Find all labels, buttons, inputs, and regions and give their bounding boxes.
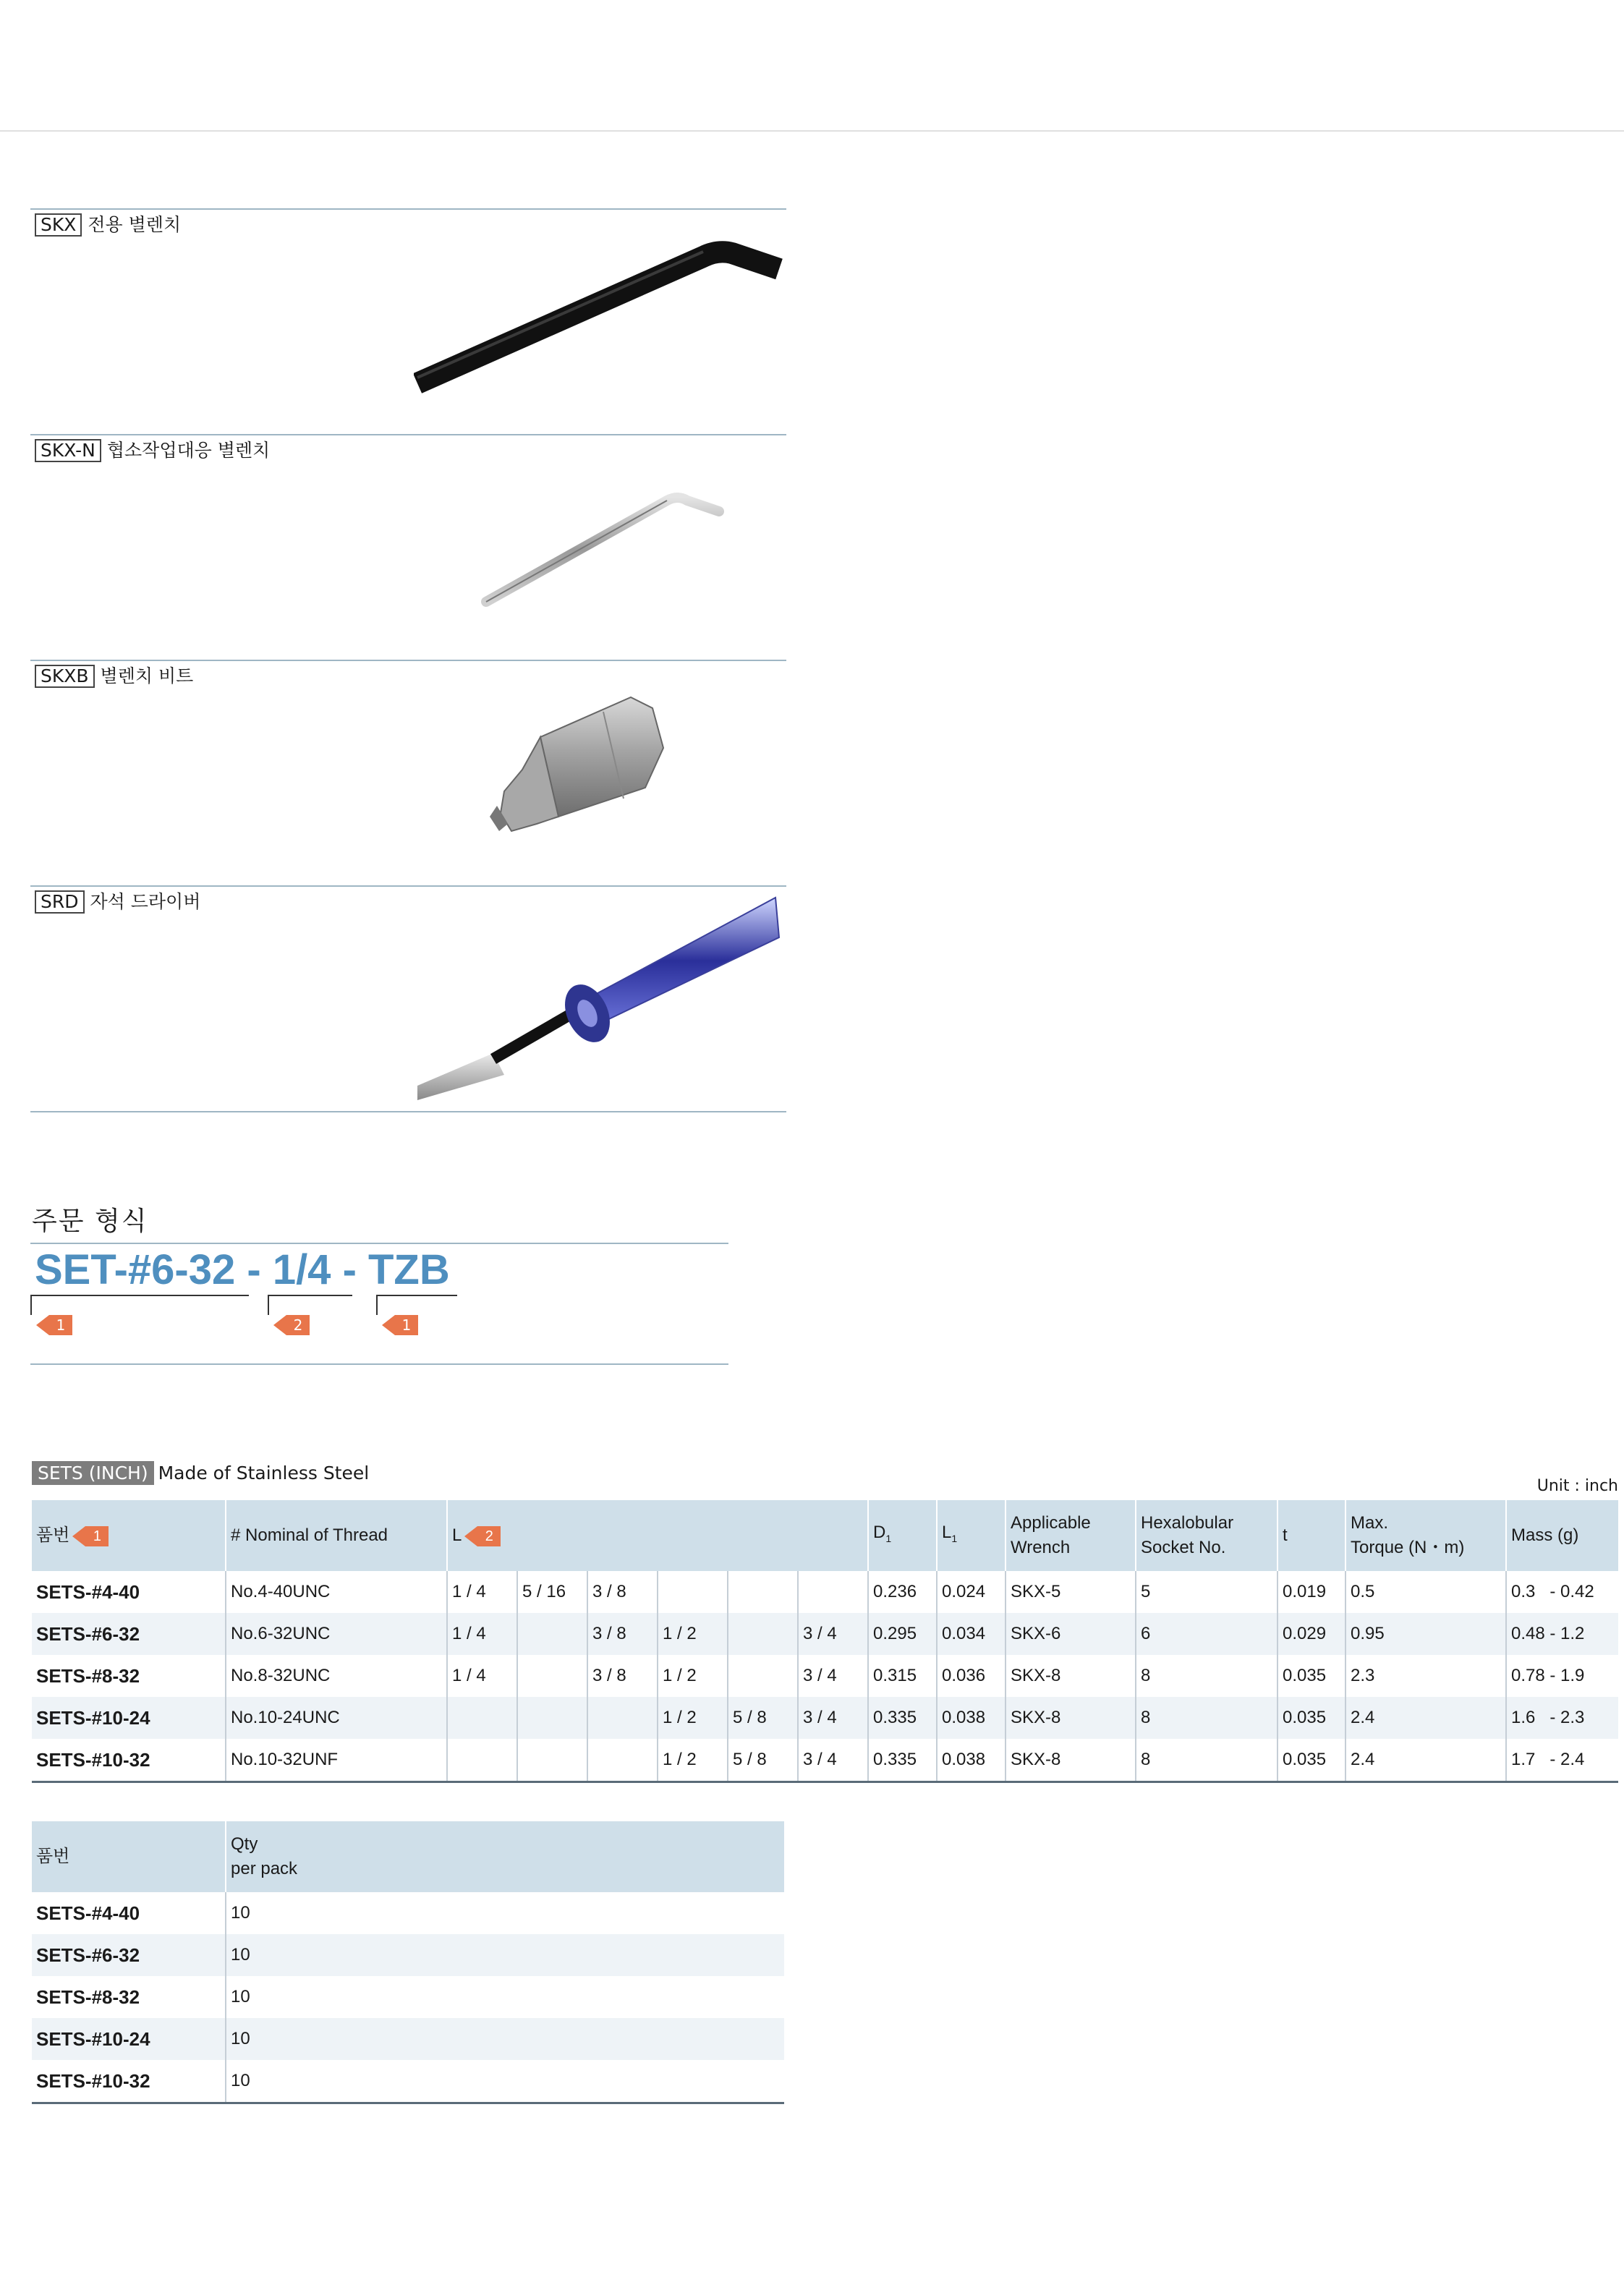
header-t: t — [1277, 1500, 1345, 1571]
mass-cell: 1.6 - 2.3 — [1506, 1697, 1618, 1739]
qty-cell: 10 — [231, 1987, 250, 2006]
header-mass: Mass (g) — [1506, 1500, 1618, 1571]
part-no-cell: SETS-#6-32 — [32, 1934, 226, 1976]
mass-cell: 0.78 - 1.9 — [1511, 1666, 1585, 1685]
accessory-code: SKXB — [35, 665, 95, 688]
header-part-no: 품번 — [32, 1821, 226, 1892]
torque-cell: 0.95 — [1345, 1613, 1506, 1655]
nominal-cell: No.6-32UNC — [226, 1613, 447, 1655]
part-no-cell: SETS-#10-24 — [32, 1697, 226, 1739]
order-code-example — [35, 1246, 450, 1294]
header-l1: $L_1$ — [937, 1500, 1006, 1571]
d1-cell: 0.335 — [868, 1739, 937, 1782]
order-divider — [30, 1243, 728, 1244]
length-cell: 1 / 2 — [658, 1697, 728, 1739]
torque-cell: 2.3 — [1345, 1655, 1506, 1697]
unit-label: Unit : inch — [1536, 1477, 1618, 1495]
wrench-cell: SKX-8 — [1006, 1697, 1136, 1739]
magnetic-screwdriver-icon — [414, 894, 783, 1104]
length-cell — [728, 1571, 798, 1613]
length-cell: 1 / 2 — [658, 1613, 728, 1655]
socket-cell: 8 — [1136, 1697, 1277, 1739]
accessory-heading — [35, 213, 181, 237]
torque-cell: 2.4 — [1345, 1739, 1506, 1782]
table-row — [32, 1697, 1618, 1739]
accessory-label: 자석 드라이버 — [90, 891, 201, 912]
t-cell: 0.019 — [1277, 1571, 1345, 1613]
d1-cell: 0.335 — [868, 1697, 937, 1739]
length-cell — [728, 1655, 798, 1697]
table-row — [32, 1934, 784, 1976]
order-bracket — [30, 1295, 249, 1315]
hex-key-wrench-icon — [414, 217, 783, 427]
l1-cell: 0.034 — [937, 1613, 1006, 1655]
torque-cell: 2.4 — [1345, 1697, 1506, 1739]
length-cell: 5 / 8 — [728, 1739, 798, 1782]
header-part-no: 품번 1 — [32, 1500, 226, 1571]
accessory-heading — [35, 438, 270, 463]
wrench-cell: SKX-5 — [1006, 1571, 1136, 1613]
table-row — [32, 1892, 784, 1934]
table-row — [32, 1613, 1618, 1655]
d1-cell: 0.315 — [868, 1655, 937, 1697]
socket-cell: 8 — [1136, 1739, 1277, 1782]
top-divider — [0, 130, 1624, 132]
length-cell — [517, 1655, 587, 1697]
socket-cell: 5 — [1136, 1571, 1277, 1613]
table-row — [32, 1976, 784, 2018]
order-code-separator: - — [331, 1246, 368, 1293]
header-torque: Max. Torque (N・m) — [1345, 1500, 1506, 1571]
part-no-cell: SETS-#8-32 — [32, 1655, 226, 1697]
length-cell — [517, 1613, 587, 1655]
part-no-cell: SETS-#10-24 — [32, 2018, 226, 2060]
length-cell: 3 / 4 — [798, 1655, 868, 1697]
order-code-part2: 1/4 — [272, 1246, 331, 1293]
part-no-cell: SETS-#8-32 — [32, 1976, 226, 2018]
order-format-title: 주문 형식 — [32, 1206, 148, 1236]
slim-hex-key-icon — [414, 443, 783, 652]
length-cell: 3 / 4 — [798, 1739, 868, 1782]
table-row — [32, 2060, 784, 2103]
length-cell: 5 / 16 — [517, 1571, 587, 1613]
order-bracket — [376, 1295, 457, 1315]
length-cell — [447, 1739, 517, 1782]
accessory-heading — [35, 664, 193, 689]
specs-table — [32, 1500, 1618, 1783]
nominal-cell: No.10-24UNC — [226, 1697, 447, 1739]
accessory-code: SRD — [35, 890, 85, 914]
l1-cell: 0.036 — [937, 1655, 1006, 1697]
wrench-cell: SKX-8 — [1006, 1655, 1136, 1697]
part-no-cell: SETS-#4-40 — [32, 1571, 226, 1613]
length-cell — [517, 1739, 587, 1782]
l1-cell: 0.038 — [937, 1697, 1006, 1739]
length-cell: 1 / 4 — [447, 1571, 517, 1613]
accessory-heading — [35, 890, 200, 914]
header-length: L 2 — [447, 1500, 868, 1571]
mass-cell: 0.3 - 0.42 — [1511, 1582, 1594, 1601]
torx-bit-icon — [414, 668, 783, 878]
accessory-label: 협소작업대응 별렌치 — [106, 440, 271, 461]
part-no-cell: SETS-#4-40 — [32, 1892, 226, 1934]
length-cell — [517, 1697, 587, 1739]
l1-cell: 0.024 — [937, 1571, 1006, 1613]
nominal-cell: No.8-32UNC — [226, 1655, 447, 1697]
nominal-cell: No.10-32UNF — [226, 1739, 447, 1782]
length-cell — [587, 1697, 658, 1739]
qty-cell: 10 — [226, 1934, 784, 1976]
header-nominal: # Nominal of Thread — [226, 1500, 447, 1571]
socket-cell: 8 — [1136, 1655, 1277, 1697]
header-d1: $D_1$ — [868, 1500, 937, 1571]
t-cell: 0.035 — [1277, 1739, 1345, 1782]
qty-cell: 10 — [231, 1903, 250, 1923]
header-socket: Hexalobular Socket No. — [1136, 1500, 1277, 1571]
specs-caption-text: Made of Stainless Steel — [158, 1463, 370, 1484]
t-cell: 0.029 — [1277, 1613, 1345, 1655]
length-cell: 1 / 4 — [447, 1613, 517, 1655]
part-no-cell: SETS-#10-32 — [32, 2060, 226, 2103]
header-qty: Qty per pack — [226, 1821, 784, 1892]
accessory-panel-skx-n — [30, 434, 786, 660]
length-cell — [798, 1571, 868, 1613]
qty-header-row — [32, 1821, 784, 1892]
specs-caption — [32, 1463, 369, 1484]
mass-cell: 1.7 - 2.4 — [1511, 1750, 1585, 1769]
specs-caption-tag: SETS (INCH) — [32, 1461, 154, 1485]
length-cell — [728, 1613, 798, 1655]
order-code-part1: SET-#6-32 — [35, 1246, 236, 1293]
table-row — [32, 1655, 1618, 1697]
length-cell: 3 / 8 — [587, 1613, 658, 1655]
accessory-panel-skx — [30, 208, 786, 434]
accessory-label: 전용 별렌치 — [88, 214, 182, 235]
order-code-part3: TZB — [368, 1246, 450, 1293]
header-wrench: Applicable Wrench — [1006, 1500, 1136, 1571]
socket-cell: 6 — [1136, 1613, 1277, 1655]
table-row — [32, 1739, 1618, 1782]
order-divider — [30, 1363, 728, 1365]
accessory-panel-skxb — [30, 660, 786, 885]
table-row — [32, 2018, 784, 2060]
order-code-separator: - — [235, 1246, 273, 1293]
t-cell: 0.035 — [1277, 1697, 1345, 1739]
accessory-label: 별렌치 비트 — [100, 665, 194, 686]
length-cell: 3 / 4 — [798, 1697, 868, 1739]
length-cell: 1 / 2 — [658, 1655, 728, 1697]
specs-header-row — [32, 1500, 1618, 1571]
torque-cell: 0.5 — [1345, 1571, 1506, 1613]
t-cell: 0.035 — [1277, 1655, 1345, 1697]
mass-cell: 0.48 - 1.2 — [1506, 1613, 1618, 1655]
header-marker: 1 — [72, 1526, 110, 1546]
part-no-cell: SETS-#6-32 — [32, 1613, 226, 1655]
d1-cell: 0.295 — [868, 1613, 937, 1655]
order-bracket — [268, 1295, 352, 1315]
length-cell: 3 / 4 — [798, 1613, 868, 1655]
d1-cell: 0.236 — [868, 1571, 937, 1613]
l1-cell: 0.038 — [937, 1739, 1006, 1782]
qty-cell: 10 — [226, 2018, 784, 2060]
accessory-code: SKX-N — [35, 439, 101, 462]
qty-cell: 10 — [231, 2071, 250, 2090]
length-cell — [447, 1697, 517, 1739]
table-row — [32, 1571, 1618, 1613]
length-cell: 5 / 8 — [728, 1697, 798, 1739]
qty-table — [32, 1821, 784, 2104]
wrench-cell: SKX-8 — [1006, 1739, 1136, 1782]
part-no-cell: SETS-#10-32 — [32, 1739, 226, 1782]
accessory-panel-srd — [30, 885, 786, 1112]
wrench-cell: SKX-6 — [1006, 1613, 1136, 1655]
length-cell: 3 / 8 — [587, 1655, 658, 1697]
nominal-cell: No.4-40UNC — [226, 1571, 447, 1613]
length-cell — [587, 1739, 658, 1782]
length-cell: 1 / 2 — [658, 1739, 728, 1782]
accessory-code: SKX — [35, 213, 82, 237]
header-marker: 2 — [464, 1526, 502, 1546]
length-cell: 3 / 8 — [587, 1571, 658, 1613]
length-cell: 1 / 4 — [447, 1655, 517, 1697]
length-cell — [658, 1571, 728, 1613]
